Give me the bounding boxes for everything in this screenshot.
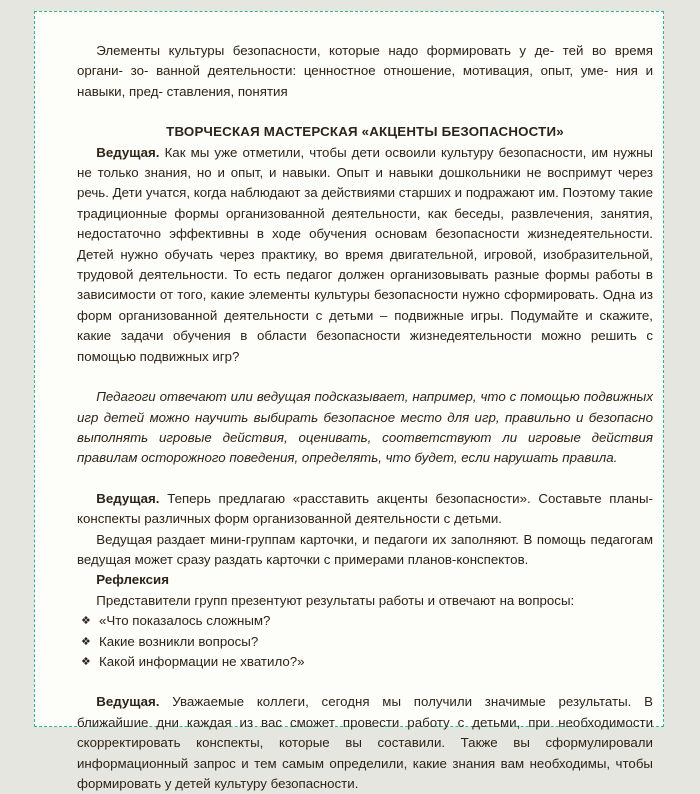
- diamond-bullet-icon: ❖: [81, 635, 91, 648]
- list-item: [81, 632, 653, 652]
- paragraph-text: Теперь предлагаю «расставить акценты безопасности». Составьте планы-конспекты различных форм организованной деятельности с детьми.: [77, 490, 653, 527]
- page-frame: [34, 11, 664, 791]
- reflection-text: Представители групп презентуют результаты работы и отвечают на вопросы:: [96, 592, 575, 608]
- paragraph-host-2: [77, 489, 653, 530]
- intro-paragraph: Элементы культуры безопасности, которые надо формировать у де- тей во время органи- зо- ванной деятельности: ценностное отношение, мотивация, опыт, уме- ния и навыки, пред- ставления, понятия: [77, 43, 653, 99]
- speaker-label: Ведущая.: [96, 144, 160, 160]
- section-title: ТВОРЧЕСКАЯ МАСТЕРСКАЯ «АКЦЕНТЫ БЕЗОПАСНОСТИ»: [166, 124, 564, 140]
- italic-note: Педагоги отвечают или ведущая подсказывает, например, что с помощью подвижных игр детей можно научить выбирать безопасное место для игр, правильно и безопасно выполнять игровые действия, оценивать, соответствуют ли игровые действия правилам осторожного поведения, определять, что будет, если нарушать правила.: [77, 389, 653, 466]
- diamond-bullet-icon: ❖: [81, 615, 91, 628]
- paragraph-cards: Ведущая раздает мини-группам карточки, и педагоги их заполняют. В помощь педагогам ведущая может сразу раздать карточки с примерами планов-конспектов.: [77, 531, 653, 567]
- paragraph-host-1: [77, 143, 653, 367]
- list-item: [81, 611, 653, 631]
- paragraph-host-4: [77, 692, 653, 794]
- list-item-text: Какие возникли вопросы?: [99, 633, 259, 649]
- speaker-label: Ведущая.: [96, 490, 160, 506]
- list-item-text: Какой информации не хватило?»: [99, 653, 305, 669]
- question-list: [77, 611, 653, 672]
- document-body: [77, 41, 653, 794]
- reflection-heading: Рефлексия: [96, 572, 169, 588]
- diamond-bullet-icon: ❖: [81, 655, 91, 668]
- paragraph-text: Уважаемые коллеги, сегодня мы получили значимые результаты. В ближайшие дни каждая из вас сможет провести работу с детьми, при необходимости скорректировать конспекты, которые вы составили. Также вы сформулировали информационный запрос и тем самым определили, какие знания вам необходимы, чтобы формировать у детей культуру безопасности.: [77, 694, 653, 791]
- speaker-label: Ведущая.: [96, 694, 160, 710]
- list-item-text: «Что показалось сложным?: [99, 613, 271, 629]
- list-item: [81, 652, 653, 672]
- paragraph-text: Как мы уже отметили, чтобы дети освоили культуру безопасности, им нужны не только знания, но и опыт, и навыки. Опыт и навыки дошкольники не воспримут через речь. Дети учатся, когда наблюдают за действиями старших и подражают им. Поэтому такие традиционные формы организованной деятельности, как беседы, развлечения, занятия, недостаточно эффективны в ходе обучения основам безопасности жизнедеятельности. Детей нужно обучать через практику, во время двигательной, игровой, изобразительной, трудовой деятельности. То есть педагог должен организовывать разные формы работы в зависимости от того, какие элементы культуры безопасности нужно сформировать. Одна из форм организованной деятельности с детьми – подвижные игры. Подумайте и скажите, какие задачи обучения в области безопасности жизнедеятельности можно решить с помощью подвижных игр?: [77, 144, 653, 364]
